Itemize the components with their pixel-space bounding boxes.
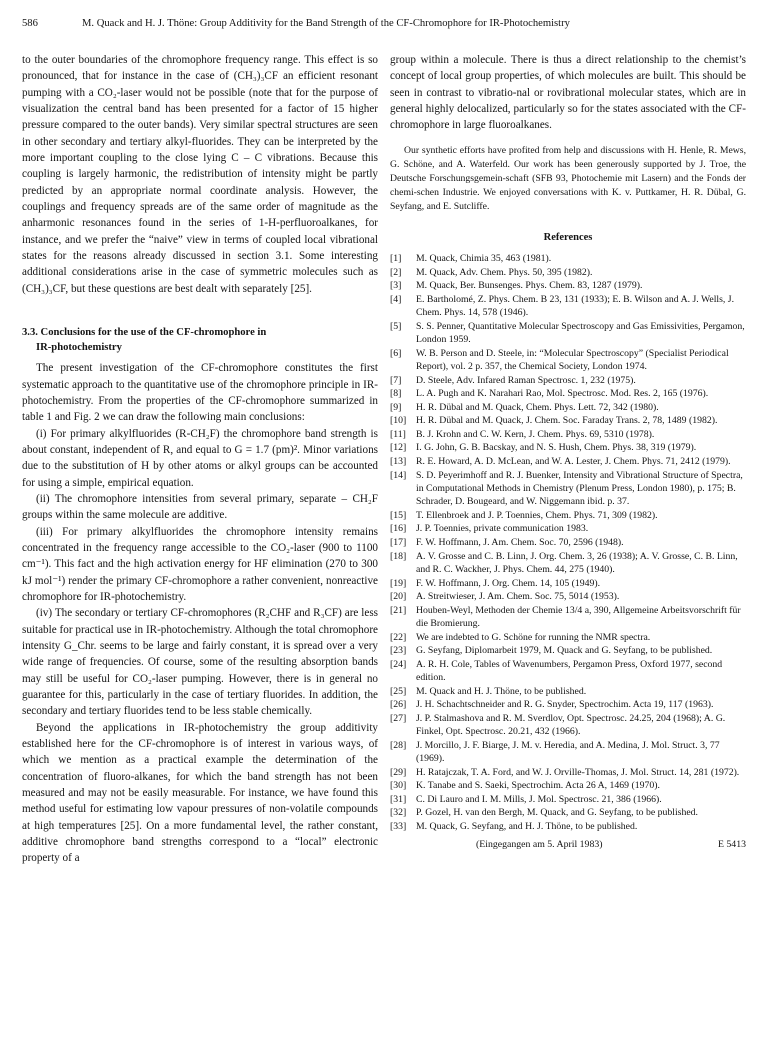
references-heading: References (543, 231, 593, 243)
reference-text: E. Bartholomé, Z. Phys. Chem. B 23, 131 (1933); E. B. Wilson and A. J. Wells, J. Chem. Phys. 14, 578 (1946). (416, 293, 735, 319)
spacer (22, 297, 378, 311)
reference-text: Houben-Weyl, Methoden der Chemie 13/4 a, 390, Allgemeine Arbeitsvorschrift für die Bromierung. (416, 604, 741, 630)
reference-item (390, 347, 746, 374)
reference-number: [26] (390, 699, 407, 711)
reference-item (390, 604, 746, 631)
received-note: (Eingegangen am 5. April 1983) (476, 839, 603, 851)
reference-item (390, 644, 746, 657)
reference-number: [14] (390, 469, 407, 481)
reference-number: [28] (390, 739, 407, 751)
reference-item (390, 441, 746, 454)
reference-number: [27] (390, 712, 407, 724)
reference-number: [29] (390, 766, 407, 778)
reference-number: [13] (390, 456, 407, 468)
reference-text: F. W. Hoffmann, J. Org. Chem. 14, 105 (1949). (416, 577, 601, 589)
reference-number: [6] (390, 347, 402, 359)
reference-number: [22] (390, 631, 407, 643)
reference-number: [7] (390, 374, 402, 386)
reference-number: [25] (390, 685, 407, 697)
reference-number: [23] (390, 645, 407, 657)
reference-number: [17] (390, 537, 407, 549)
reference-text: F. W. Hoffmann, J. Am. Chem. Soc. 70, 2596 (1948). (416, 537, 624, 549)
reference-text: J. P. Toennies, private communication 1983. (416, 523, 589, 535)
reference-number: [11] (390, 428, 406, 440)
reference-text: A. Streitwieser, J. Am. Chem. Soc. 75, 5014 (1953). (416, 591, 620, 603)
conclusion-item: (ii) The chromophore intensities from several primary, separate – CH₂F groups within the same molecule are additive. (22, 492, 378, 522)
reference-text: J. H. Schachtschneider and R. G. Snyder, Spectrochim. Acta 19, 117 (1963). (416, 699, 714, 711)
footer (390, 837, 746, 853)
reference-number: [8] (390, 388, 402, 400)
reference-text: S. S. Penner, Quantitative Molecular Spectroscopy and Gas Emissivities, Pergamon, London 1959. (416, 320, 745, 346)
reference-item (390, 469, 746, 509)
reference-text: W. B. Person and D. Steele, in: “Molecular Spectroscopy” (Specialist Periodical Report), vol. 2 p. 357, the Chemical Society, London 1974. (416, 347, 729, 372)
reference-text: S. D. Peyerimhoff and R. J. Buenker, Intensity and Vibrational Structure of Spectra, in Computational Methods in Chemistry (Plenum Press, London 1980), p. 175; B. Schrader, D. Bougeard, and W. Niggemann ibid. p. 37. (416, 469, 743, 508)
reference-item (390, 658, 746, 685)
reference-number: [19] (390, 577, 407, 589)
reference-item (390, 793, 746, 806)
reference-item (390, 387, 746, 400)
reference-text: B. J. Krohn and C. W. Kern, J. Chem. Phys. 69, 5310 (1978). (416, 428, 655, 440)
reference-text: J. Morcillo, J. F. Biarge, J. M. v. Heredia, and A. Medina, J. Mol. Struct. 3, 77 (1969). (416, 739, 720, 765)
reference-item (390, 631, 746, 644)
reference-number: [1] (390, 253, 402, 265)
reference-item (390, 293, 746, 320)
running-header (22, 18, 746, 34)
reference-item (390, 820, 746, 833)
section-heading (22, 325, 378, 355)
reference-text: M. Quack, Adv. Chem. Phys. 50, 395 (1982). (416, 266, 593, 278)
reference-item (390, 414, 746, 427)
reference-text: R. E. Howard, A. D. McLean, and W. A. Lester, J. Chem. Phys. 71, 2412 (1979). (416, 456, 731, 468)
left-column (22, 52, 378, 867)
reference-text: H. R. Dübal and M. Quack, J. Chem. Soc. Faraday Trans. 2, 78, 1489 (1982). (416, 415, 718, 427)
reference-text: A. R. H. Cole, Tables of Wavenumbers, Pergamon Press, Oxford 1977, second edition. (416, 658, 723, 684)
right-column (390, 52, 746, 854)
reference-number: [10] (390, 415, 407, 427)
reference-text: C. Di Lauro and I. M. Mills, J. Mol. Spectrosc. 21, 386 (1966). (416, 793, 662, 805)
reference-item (390, 320, 746, 347)
reference-text: K. Tanabe and S. Saeki, Spectrochim. Acta 26 A, 1469 (1970). (416, 780, 660, 792)
reference-text: M. Quack, Ber. Bunsenges. Phys. Chem. 83, 1287 (1979). (416, 280, 643, 292)
conclusion-item: (iii) For primary alkylfluorides the chromophore intensity remains concentrated in the frequency range accessible to the CO₂-laser (900 to 1100 cm⁻¹). This fact and the high activation energy for HF elimination (270 to 300 kJ mol⁻¹) render the primary CF-chromophore a rather convenient, nonreactive chromophore for IR-photochemistry. (22, 525, 378, 603)
reference-text: L. A. Pugh and K. Narahari Rao, Mol. Spectrosc. Mod. Res. 2, 165 (1976). (416, 388, 709, 400)
reference-item (390, 779, 746, 792)
reference-text: T. Ellenbroek and J. P. Toennies, Chem. Phys. 71, 309 (1982). (416, 509, 658, 521)
reference-item (390, 252, 746, 265)
reference-text: G. Seyfang, Diplomarbeit 1979, M. Quack and G. Seyfang, to be published. (416, 645, 713, 657)
conclusion-item: (i) For primary alkylfluorides (R-CH₂F) the chromophore band strength is about constant, independent of R, and equal to G = 1.7 (pm)². Minor variations due to the substitution of H by other atoms or alkyl groups can be accounted for using a simple, empirical equation. (22, 427, 378, 489)
reference-item (390, 712, 746, 739)
reference-item (390, 806, 746, 819)
reference-item (390, 509, 746, 522)
article-code: E 5413 (717, 839, 746, 851)
conclusion-item: (iv) The secondary or tertiary CF-chromophores (R₂CHF and R₃CF) are less suitable for practical use in IR-photochemistry. Although the total chromophore intensity G_Chr. seems to be large and fairly constant, it is spread over a very wide range of frequencies. Of course, some of the resulting absorption bands may still be useful for CO₂-laser pumping. However, there is in general no guarantee for this, particularly in the case of tertiary fluorides. In addition, the secondary and tertiary fluorides tend to be less stable chemically. (22, 607, 378, 718)
references-list (390, 252, 746, 833)
reference-number: [30] (390, 780, 407, 792)
reference-number: [15] (390, 509, 407, 521)
reference-text: J. P. Stalmashova and R. M. Sverdlov, Opt. Spectrosc. 24.25, 204 (1968); A. G. Finkel, Opt. Spectrosc. 20.21, 432 (1966). (416, 712, 726, 738)
reference-number: [4] (390, 293, 402, 305)
reference-item (390, 455, 746, 468)
reference-text: M. Quack and H. J. Thöne, to be published. (416, 685, 587, 697)
reference-number: [20] (390, 591, 407, 603)
reference-text: I. G. John, G. B. Bacskay, and N. S. Hush, Chem. Phys. 38, 319 (1979). (416, 442, 697, 454)
body-paragraph: The present investigation of the CF-chromophore constitutes the first systematic approach to the quantitative use of the chromophore principle in IR-photochemistry. From the properties of the CF-chromophore summarized in table 1 and Fig. 2 we can draw the following main conclusions: (22, 362, 378, 424)
reference-item (390, 266, 746, 279)
reference-number: [12] (390, 442, 407, 454)
reference-item (390, 522, 746, 535)
reference-item (390, 685, 746, 698)
page-number: 586 (22, 18, 38, 29)
section-heading-line: 3.3. Conclusions for the use of the CF-chromophore in (22, 327, 267, 339)
reference-text: P. Gozel, H. van den Bergh, M. Quack, and G. Seyfang, to be published. (416, 807, 698, 819)
body-paragraph: to the outer boundaries of the chromophore frequency range. This effect is so pronounced, that for instance in the case of (CH₃)₃CF an efficient resonant pumping with a CO₂-laser would not be possible (note that for the purpose of visualization the central band has been presented for a factor of 15 higher pressure compared to the outer bands). Very similar spectral structures are seen in other secondary and tertiary alkyl-fluorides. They can be interpreted by the more important coupling to the close lying C – C vibrations. Because this coupling is largely harmonic, the redistribution of intensity might be partly predicted by an appropriate normal coordinate analysis. However, the couplings and frequency spreads are of the same order of magnitude as the anharmonic resonances found in the series of 1-H-perfluoroalkanes, for instance, and we prefer the “naive” view in terms of coupled local vibrational states for the reasons already discussed in section 3.1. Some interesting additional considerations arise in the case of symmetric molecules such as (CH₃)₃CF, but these questions are best dealt with separately [25]. (22, 54, 378, 295)
reference-text: M. Quack, G. Seyfang, and H. J. Thöne, to be published. (416, 821, 638, 833)
spacer (22, 311, 378, 325)
reference-number: [5] (390, 320, 402, 332)
reference-text: H. R. Dübal and M. Quack, Chem. Phys. Lett. 72, 342 (1980). (416, 401, 659, 413)
reference-text: M. Quack, Chimia 35, 463 (1981). (416, 253, 552, 265)
reference-text: A. V. Grosse and C. B. Linn, J. Org. Chem. 3, 26 (1938); A. V. Grosse, C. B. Linn, and R. C. Wackher, J. Phys. Chem. 44, 275 (1940). (416, 550, 738, 575)
reference-number: [33] (390, 821, 407, 833)
reference-text: H. Ratajczak, T. A. Ford, and W. J. Orville-Thomas, J. Mol. Struct. 14, 281 (1972). (416, 766, 740, 778)
reference-text: We are indebted to G. Schöne for running the NMR spectra. (416, 631, 651, 643)
reference-item (390, 577, 746, 590)
reference-number: [3] (390, 280, 402, 292)
reference-item (390, 401, 746, 414)
reference-item (390, 739, 746, 766)
reference-number: [31] (390, 793, 407, 805)
reference-number: [32] (390, 807, 407, 819)
body-paragraph: Beyond the applications in IR-photochemistry the group additivity established here for the CF-chromophore is of interest in various ways, of which we mention as a practical example the determination of the concentration of fluoro-alkanes, for which the band strength has not been measured and may not be easily measurable. For instance, we have found this method useful for estimating low vapour pressures of non-volatile compounds at high temperatures [25]. On a more fundamental level, the rather constant, additive chromophore band strengths correspond to a “local” electronic property of a (22, 721, 378, 865)
section-heading-line: IR-photochemistry (36, 342, 122, 354)
reference-item (390, 698, 746, 711)
reference-item (390, 536, 746, 549)
reference-number: [9] (390, 401, 402, 413)
reference-item (390, 374, 746, 387)
body-paragraph: group within a molecule. There is thus a direct relationship to the chemist’s concept of local group properties, of which molecules are built. This should be seen in contrast to vibratio-nal or rovibrational molecular states, which are in general highly delocalized, particularly so for the states associated with the CF-chromophore in large fluoroalkanes. (390, 54, 746, 132)
reference-item (390, 766, 746, 779)
reference-number: [2] (390, 266, 402, 278)
reference-number: [24] (390, 658, 407, 670)
reference-text: D. Steele, Adv. Infared Raman Spectrosc. 1, 232 (1975). (416, 374, 636, 386)
reference-item (390, 428, 746, 441)
reference-item (390, 279, 746, 292)
reference-item (390, 550, 746, 577)
reference-number: [18] (390, 550, 407, 562)
acknowledgment: Our synthetic efforts have profited from help and discussions with H. Henle, R. Mews, G. Schöne, and A. Waterfeld. Our work has been generously supported by J. Troe, the Deutsche Forschungsgemein-schaft (SFB 93, Photochemie mit Lasern) and the Fonds der chemi-schen Industrie. We enjoyed conversations with K. v. Puttkamer, H. R. Dübal, G. Seyfang, and E. Sutcliffe. (390, 144, 746, 212)
reference-number: [16] (390, 523, 407, 535)
reference-number: [21] (390, 604, 407, 616)
reference-item (390, 590, 746, 603)
running-title: M. Quack and H. J. Thöne: Group Additivity for the Band Strength of the CF-Chromophore for IR-Photochemistry (82, 18, 570, 29)
